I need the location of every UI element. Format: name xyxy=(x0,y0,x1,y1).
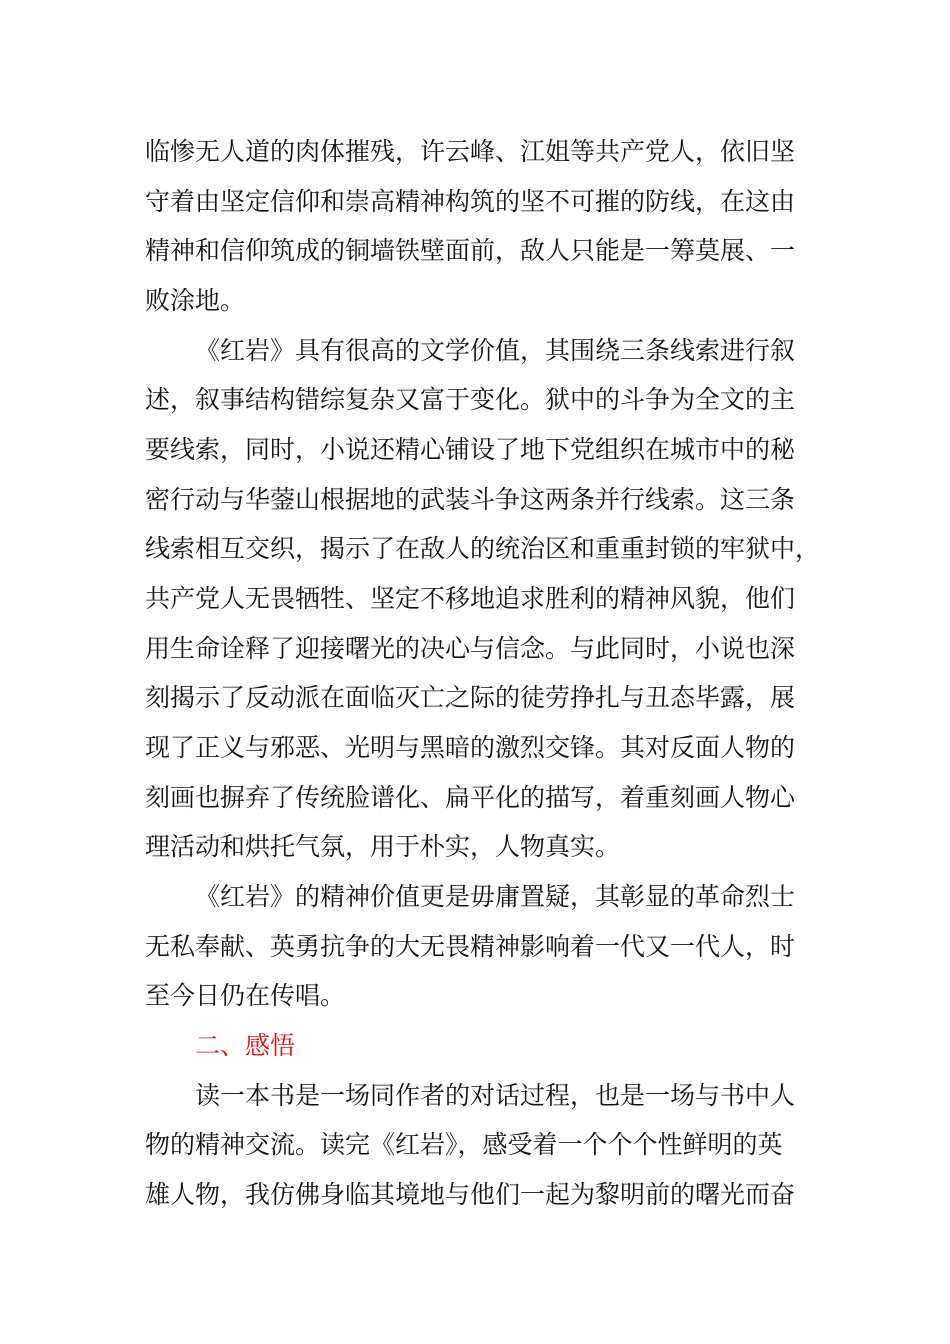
paragraph-2-line-9: 现了正义与邪恶、光明与黑暗的激烈交锋。其对反面人物的 xyxy=(145,733,796,762)
paragraph-1-line-1: 临惨无人道的肉体摧残，许云峰、江姐等共产党人，依旧坚 xyxy=(145,137,796,166)
paragraph-2-line-11: 理活动和烘托气氛，用于朴实，人物真实。 xyxy=(145,832,621,861)
paragraph-2-line-7: 用生命诠释了迎接曙光的决心与信念。与此同时，小说也深 xyxy=(145,634,796,663)
paragraph-1-line-2: 守着由坚定信仰和崇高精神构筑的坚不可摧的防线，在这由 xyxy=(145,187,796,216)
paragraph-2-line-5: 线索相互交织，揭示了在敌人的统治区和重重封锁的牢狱中， xyxy=(145,534,821,563)
paragraph-2-line-4: 密行动与华蓥山根据地的武装斗争这两条并行线索。这三条 xyxy=(145,485,796,514)
paragraph-2-line-10: 刻画也摒弃了传统脸谱化、扁平化的描写，着重刻画人物心 xyxy=(145,783,796,812)
paragraph-4-line-2: 物的精神交流。读完《红岩》，感受着一个个个性鲜明的英 xyxy=(145,1130,783,1159)
paragraph-1-line-3: 精神和信仰筑成的铜墙铁壁面前，敌人只能是一筹莫展、一 xyxy=(145,236,796,265)
paragraph-2-line-2: 述，叙事结构错综复杂又富于变化。狱中的斗争为全文的主 xyxy=(145,385,796,414)
section-heading: 二、感悟 xyxy=(195,1031,296,1060)
paragraph-3-line-3: 至今日仍在传唱。 xyxy=(145,981,346,1010)
paragraph-4-line-3: 雄人物，我仿佛身临其境地与他们一起为黎明前的曙光而奋 xyxy=(145,1180,796,1209)
paragraph-2-line-6: 共产党人无畏牺牲、坚定不移地追求胜利的精神风貌，他们 xyxy=(145,584,796,613)
paragraph-1-line-4: 败涂地。 xyxy=(145,286,246,315)
paragraph-3-line-1: 《红岩》的精神价值更是毋庸置疑，其彰显的革命烈士 xyxy=(195,882,796,911)
paragraph-4-line-1: 读一本书是一场同作者的对话过程，也是一场与书中人 xyxy=(195,1081,796,1110)
paragraph-2-line-1: 《红岩》具有很高的文学价值，其围绕三条线索进行叙 xyxy=(195,336,796,365)
paragraph-3-line-2: 无私奉献、英勇抗争的大无畏精神影响着一代又一代人，时 xyxy=(145,932,796,961)
paragraph-2-line-3: 要线索，同时，小说还精心铺设了地下党组织在城市中的秘 xyxy=(145,435,796,464)
paragraph-2-line-8: 刻揭示了反动派在面临灭亡之际的徒劳挣扎与丑态毕露，展 xyxy=(145,683,796,712)
